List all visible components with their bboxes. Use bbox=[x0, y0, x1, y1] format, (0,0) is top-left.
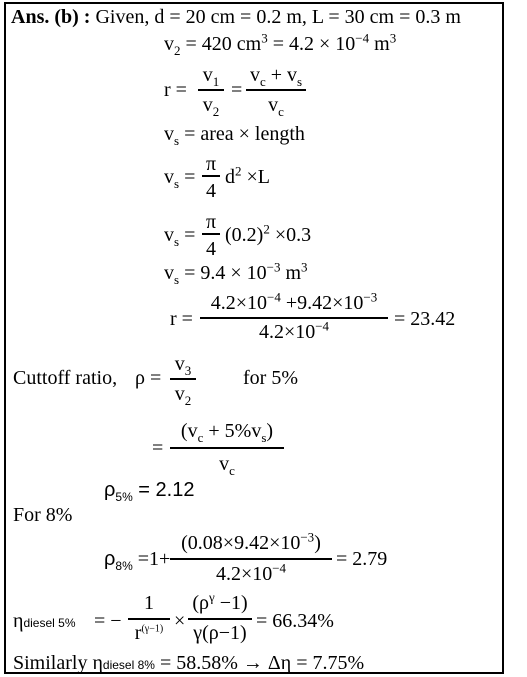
eta8-value: 58.58% bbox=[176, 652, 238, 674]
v2-equation: $v_2 = 420$ $cm^3 = 4.2 \times 10^{-4}$ $m^3$ bbox=[164, 30, 397, 58]
given-line bbox=[11, 7, 461, 27]
for-8-label: For 8% bbox=[13, 504, 73, 526]
vs-value: $v_s = 9.4 \times 10^{-3}$ $m^3$ bbox=[164, 259, 308, 287]
arrow-icon: → bbox=[242, 652, 263, 674]
delta-eta-value: 7.75% bbox=[312, 652, 365, 674]
for-5-label: for 5% bbox=[243, 367, 298, 389]
vs-area-length: $v_s$ = area × length bbox=[164, 123, 305, 148]
cutoff-label: Cuttoff ratio, bbox=[13, 367, 118, 389]
rho8-value: 2.79 bbox=[352, 548, 388, 570]
answer-label: Ans. (b) : bbox=[11, 6, 91, 28]
similarly-line: Similarly ηdiesel 8% = 58.58% → Δη = 7.75% bbox=[13, 652, 365, 674]
rho5-value: $\rho_{5\%} = 2.12$ bbox=[104, 479, 195, 504]
similarly-label: Similarly bbox=[13, 652, 88, 674]
eta5-value: 66.34% bbox=[272, 610, 334, 632]
given-text: Given, d = 20 cm = 0.2 m, L = 30 cm = 0.3 m bbox=[95, 6, 461, 28]
